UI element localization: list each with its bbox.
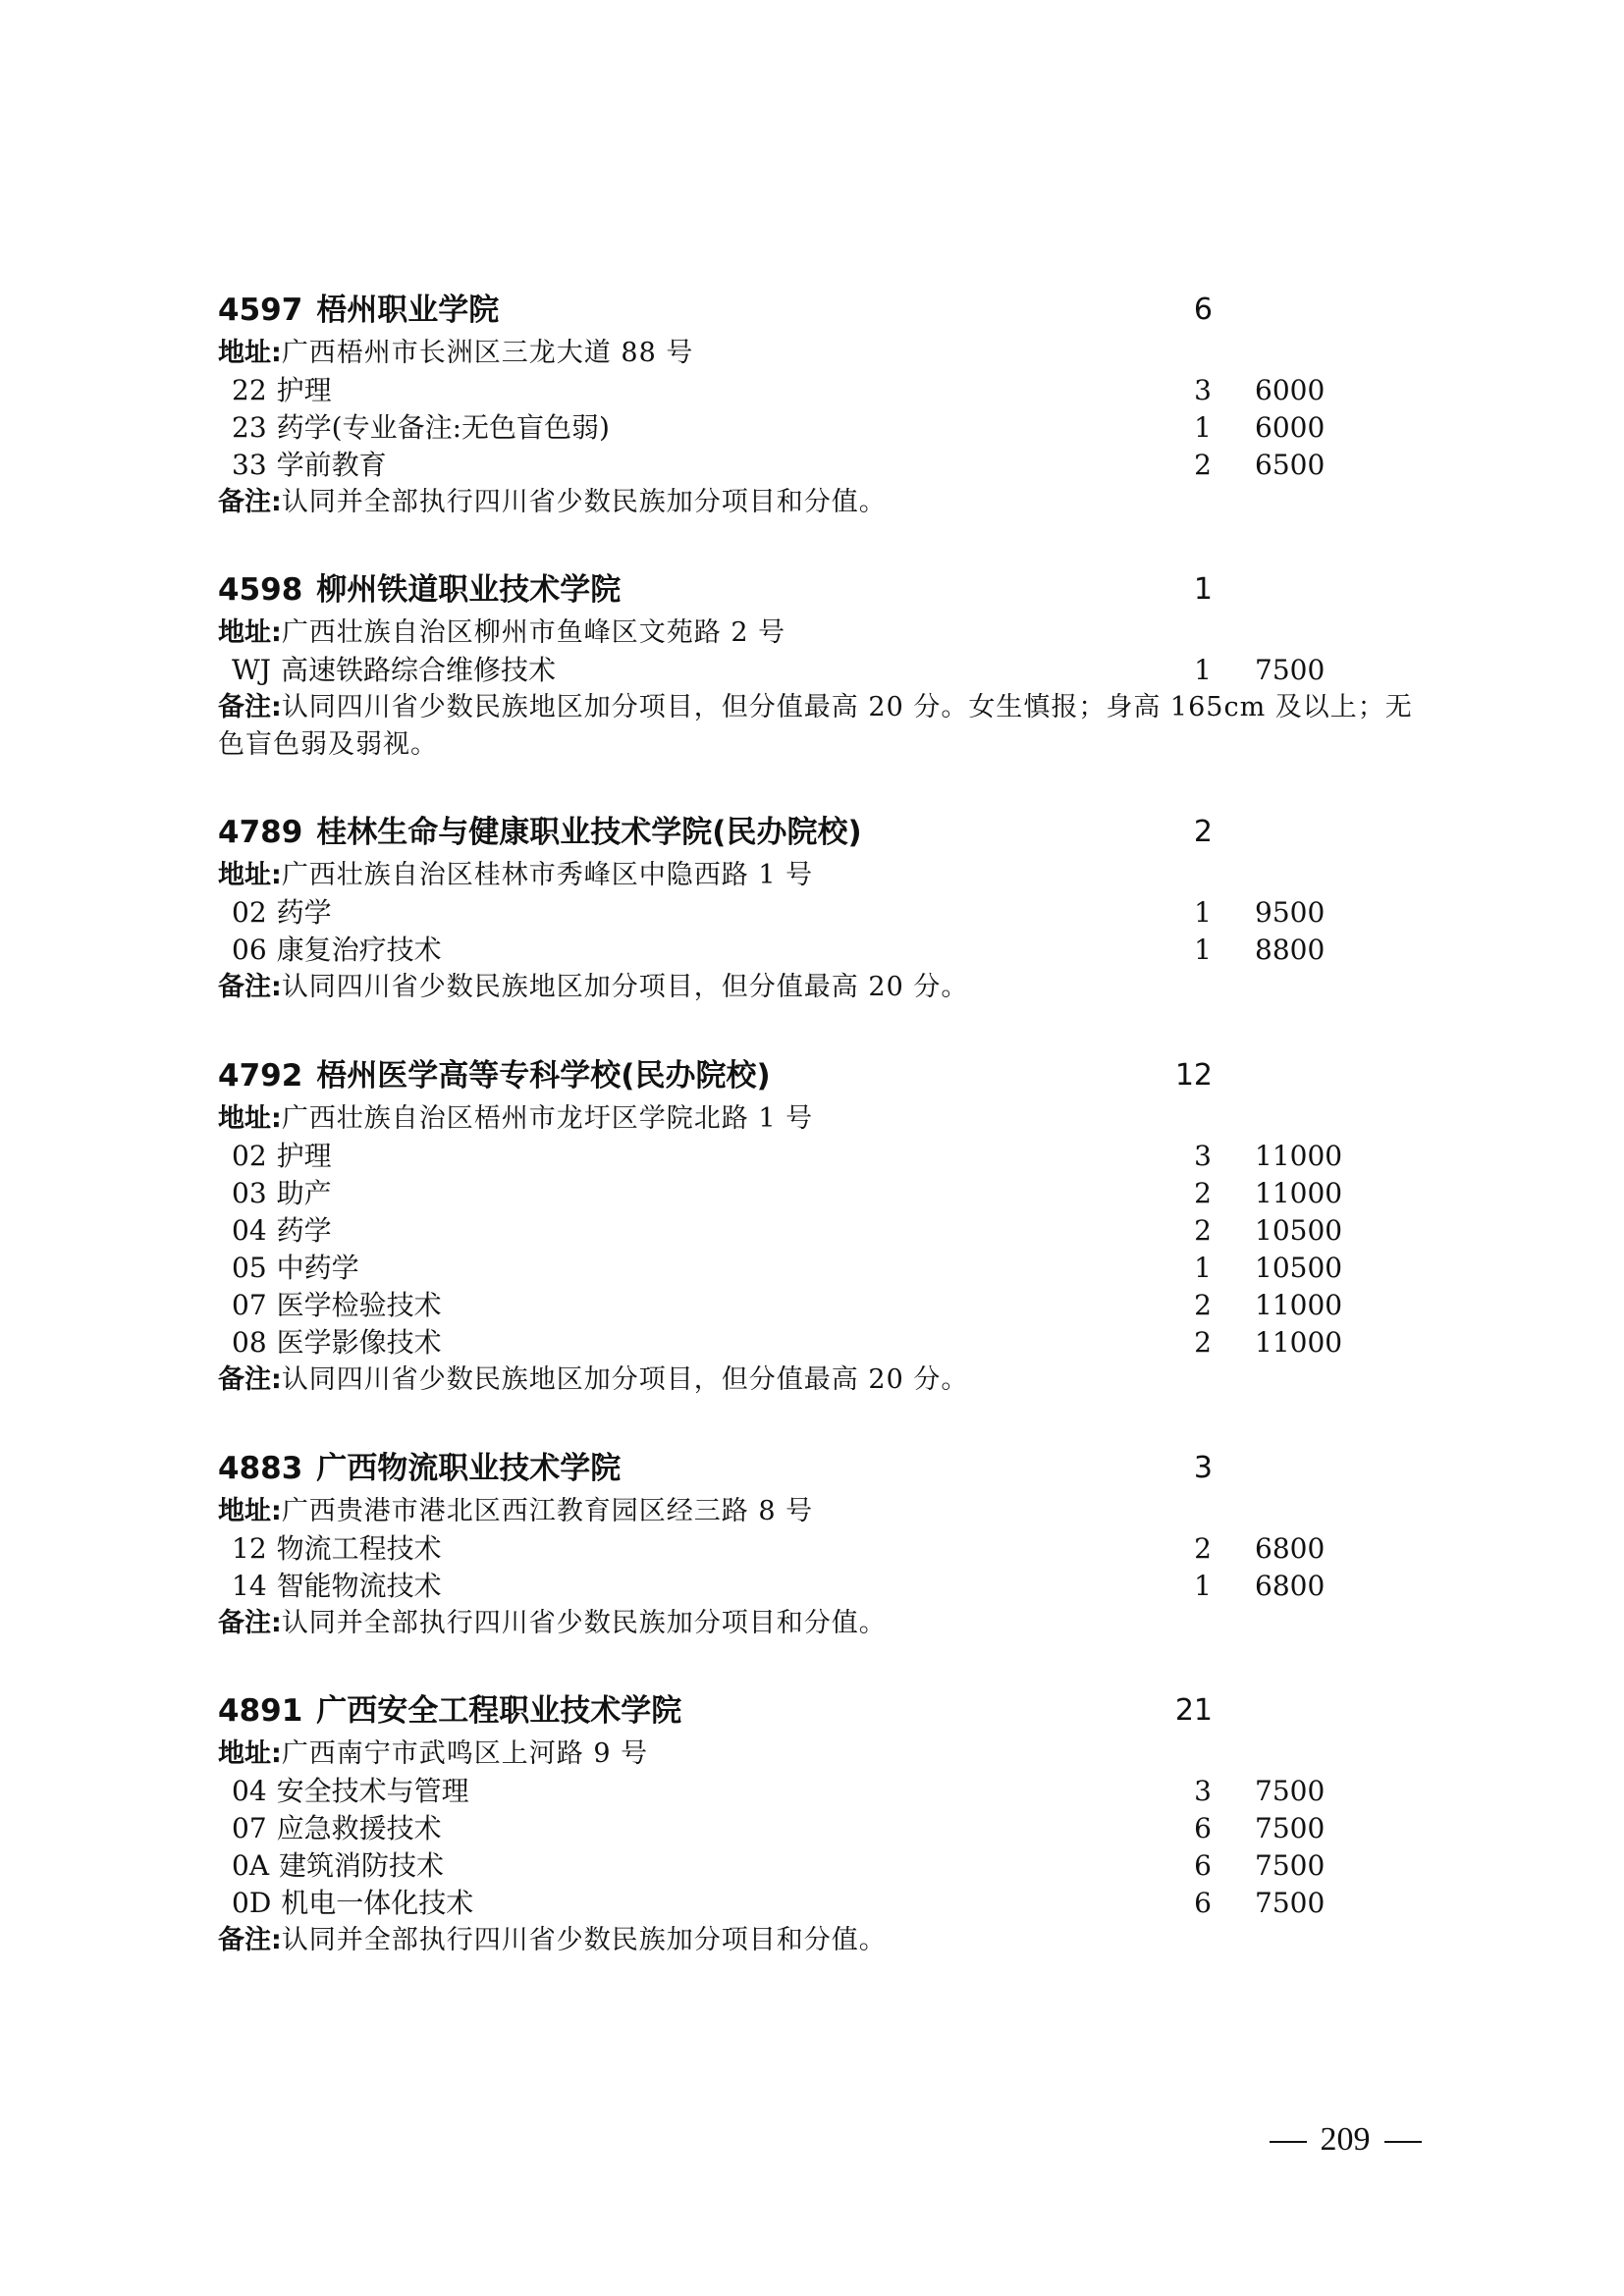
page-number-dash-left [1270,2141,1307,2143]
major-code: 03 [232,1177,267,1209]
major-row [218,1810,1455,1847]
school-address [218,857,1455,894]
major-name: 应急救援技术 [276,1812,442,1844]
major-row [218,1250,1455,1287]
school-name: 梧州医学高等专科学校(民办院校) [316,1058,771,1094]
major-code: 02 [232,896,267,929]
major-code: 07 [232,1812,267,1844]
school-title [218,808,1455,857]
major-quota: 1 [1194,934,1212,966]
school-code: 4792 [218,1058,303,1094]
school-name: 梧州职业学院 [316,293,500,328]
school-block [218,1686,1455,1959]
major-tuition: 9500 [1255,896,1326,929]
major-name: 药学(专业备注:无色盲色弱) [276,411,610,444]
major-code: 04 [232,1214,267,1247]
major-quota: 6 [1194,1887,1212,1919]
school-total-quota: 3 [1193,1451,1213,1485]
school-address [218,335,1455,372]
major-name: 智能物流技术 [276,1570,442,1602]
school-note [218,1922,1435,1959]
major-row [218,1530,1455,1568]
major-quota: 2 [1194,1326,1212,1359]
school-name: 柳州铁道职业技术学院 [316,572,622,608]
major-quota: 1 [1194,1252,1212,1284]
note-label: 备注: [218,1364,282,1395]
note-value: 认同并全部执行四川省少数民族加分项目和分值。 [281,1608,887,1638]
school-address [218,1493,1455,1530]
major-code: 08 [232,1326,267,1359]
school-code: 4891 [218,1693,303,1729]
school-block [218,808,1455,1006]
school-total-quota: 21 [1174,1693,1213,1728]
major-row [218,1138,1455,1175]
major-quota: 6 [1194,1849,1212,1882]
major-tuition: 7500 [1255,1775,1326,1807]
major-quota: 2 [1194,1177,1212,1209]
major-name: 医学检验技术 [276,1289,442,1321]
major-quota: 3 [1194,1775,1212,1807]
major-name: 机电一体化技术 [281,1887,474,1919]
major-quota: 3 [1194,374,1212,406]
major-quota: 6 [1194,1812,1212,1844]
major-name: 中药学 [276,1252,359,1284]
major-tuition: 6000 [1255,374,1326,406]
major-row [218,1324,1455,1362]
school-note [218,1362,1435,1399]
major-row [218,894,1455,932]
page-number [1247,2115,1443,2164]
address-label: 地址: [218,338,282,368]
major-name: 安全技术与管理 [276,1775,469,1807]
school-title [218,565,1455,614]
major-row [218,1885,1455,1922]
address-label: 地址: [218,1496,282,1526]
note-value: 认同并全部执行四川省少数民族加分项目和分值。 [281,487,887,517]
address-label: 地址: [218,1103,282,1134]
major-code: 02 [232,1140,267,1172]
major-tuition: 10500 [1255,1252,1343,1284]
school-note [218,969,1435,1006]
note-label: 备注: [218,1925,282,1955]
major-row [218,1212,1455,1250]
address-label: 地址: [218,860,282,890]
major-code: 23 [232,411,267,444]
major-quota: 3 [1194,1140,1212,1172]
major-code: 22 [232,374,267,406]
address-label: 地址: [218,617,282,648]
major-code: WJ [232,654,272,686]
major-tuition: 11000 [1255,1140,1343,1172]
address-value: 广西贵港市港北区西江教育园区经三路 8 号 [281,1496,814,1526]
school-name: 桂林生命与健康职业技术学院(民办院校) [316,815,862,850]
major-name: 医学影像技术 [276,1326,442,1359]
major-code: 07 [232,1289,267,1321]
note-value: 认同四川省少数民族地区加分项目，但分值最高 20 分。女生慎报；身高 165cm 及以上；无色盲色弱及弱视。 [218,692,1413,760]
note-label: 备注: [218,487,282,517]
major-row [218,409,1455,447]
note-value: 认同四川省少数民族地区加分项目，但分值最高 20 分。 [281,972,969,1002]
school-total-quota: 2 [1193,815,1213,849]
page-number-dash-right [1384,2141,1422,2143]
school-code: 4789 [218,815,303,850]
school-total-quota: 1 [1193,572,1213,607]
note-value: 认同四川省少数民族地区加分项目，但分值最高 20 分。 [281,1364,969,1395]
major-code: 14 [232,1570,267,1602]
major-name: 助产 [276,1177,332,1209]
major-tuition: 6800 [1255,1570,1326,1602]
major-row [218,932,1455,969]
address-value: 广西南宁市武鸣区上河路 9 号 [281,1738,649,1769]
school-note [218,1605,1435,1642]
major-quota: 2 [1194,1532,1212,1565]
major-name: 护理 [276,374,332,406]
address-value: 广西壮族自治区桂林市秀峰区中隐西路 1 号 [281,860,814,890]
major-tuition: 8800 [1255,934,1326,966]
school-code: 4883 [218,1451,303,1486]
school-block [218,1444,1455,1642]
note-label: 备注: [218,1608,282,1638]
major-name: 学前教育 [276,449,387,481]
major-tuition: 11000 [1255,1177,1343,1209]
major-tuition: 7500 [1255,1849,1326,1882]
major-tuition: 6500 [1255,449,1326,481]
school-title [218,1686,1455,1735]
major-quota: 1 [1194,411,1212,444]
school-address [218,614,1455,652]
major-row [218,1287,1455,1324]
address-value: 广西壮族自治区柳州市鱼峰区文苑路 2 号 [281,617,786,648]
school-code: 4598 [218,572,303,608]
major-quota: 2 [1194,1214,1212,1247]
major-row [218,652,1455,689]
major-tuition: 6000 [1255,411,1326,444]
major-row [218,447,1455,484]
major-name: 药学 [276,1214,332,1247]
major-quota: 2 [1194,449,1212,481]
note-label: 备注: [218,692,282,722]
major-quota: 1 [1194,1570,1212,1602]
school-name: 广西物流职业技术学院 [316,1451,622,1486]
major-code: 12 [232,1532,267,1565]
school-total-quota: 12 [1174,1058,1213,1093]
major-name: 药学 [276,896,332,929]
school-block [218,286,1455,521]
major-tuition: 7500 [1255,1812,1326,1844]
major-quota: 1 [1194,654,1212,686]
major-name: 高速铁路综合维修技术 [281,654,557,686]
major-code: 05 [232,1252,267,1284]
school-title [218,1444,1455,1493]
major-tuition: 10500 [1255,1214,1343,1247]
major-quota: 2 [1194,1289,1212,1321]
school-name: 广西安全工程职业技术学院 [316,1693,682,1729]
major-row [218,1847,1455,1885]
major-quota: 1 [1194,896,1212,929]
major-code: 33 [232,449,267,481]
page-number-value: 209 [1320,2121,1371,2158]
major-tuition: 7500 [1255,1887,1326,1919]
school-total-quota: 6 [1193,293,1213,327]
major-tuition: 6800 [1255,1532,1326,1565]
school-title [218,286,1455,335]
address-value: 广西壮族自治区梧州市龙圩区学院北路 1 号 [281,1103,814,1134]
major-row [218,1773,1455,1810]
major-tuition: 7500 [1255,654,1326,686]
school-block [218,1051,1455,1399]
school-note [218,484,1435,521]
note-value: 认同并全部执行四川省少数民族加分项目和分值。 [281,1925,887,1955]
major-tuition: 11000 [1255,1326,1343,1359]
school-code: 4597 [218,293,303,328]
major-name: 康复治疗技术 [276,934,442,966]
address-value: 广西梧州市长洲区三龙大道 88 号 [281,338,694,368]
school-note [218,689,1435,764]
major-row [218,1175,1455,1212]
major-tuition: 11000 [1255,1289,1343,1321]
address-label: 地址: [218,1738,282,1769]
school-address [218,1735,1455,1773]
major-name: 建筑消防技术 [279,1849,445,1882]
major-code: 0A [232,1849,270,1882]
school-block [218,565,1455,764]
major-code: 04 [232,1775,267,1807]
major-row [218,372,1455,409]
note-label: 备注: [218,972,282,1002]
school-address [218,1100,1455,1138]
major-name: 护理 [276,1140,332,1172]
school-title [218,1051,1455,1100]
major-code: 06 [232,934,267,966]
major-row [218,1568,1455,1605]
major-code: 0D [232,1887,272,1919]
major-name: 物流工程技术 [276,1532,442,1565]
